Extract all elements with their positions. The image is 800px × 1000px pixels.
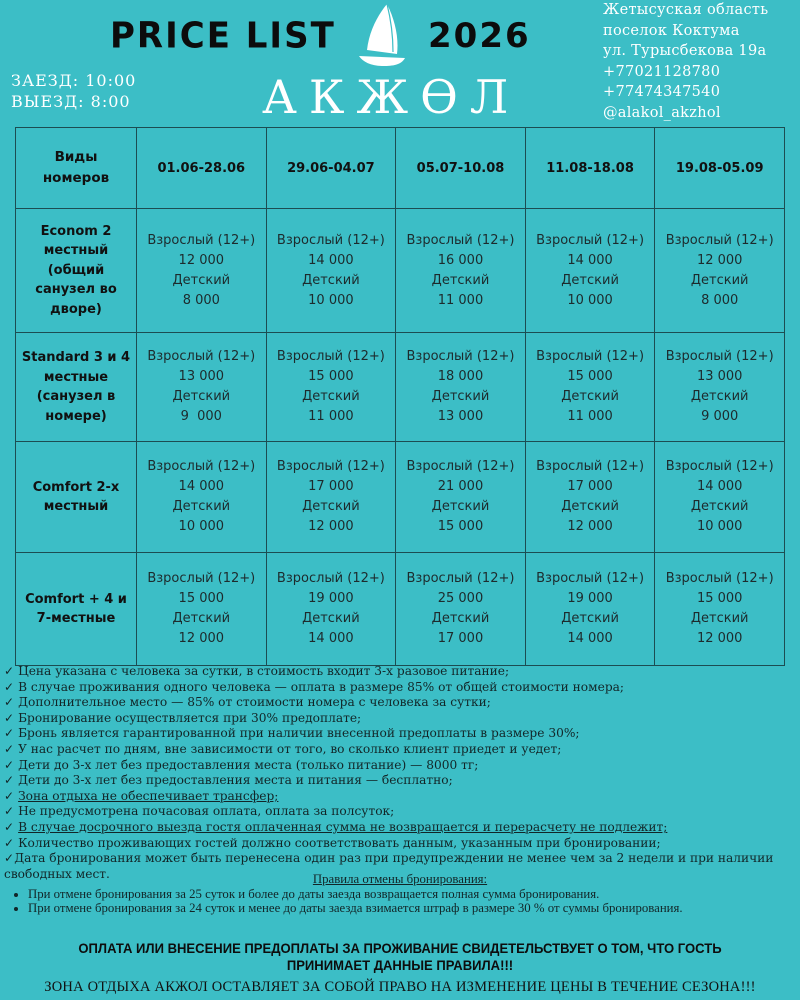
contacts [603, 0, 768, 123]
adult-label: Взрослый (12+) [665, 232, 774, 248]
child-price: 8 000 [182, 292, 220, 308]
checkin-checkout [11, 70, 136, 112]
adult-price: 15 000 [567, 369, 613, 384]
contact-phone-2[interactable]: +77474347540 [603, 84, 721, 100]
rule-item: ✓ Цена указана с человека за сутки, в стоимость входит 3-х разовое питание; [4, 664, 510, 678]
rule-item: ✓ В случае проживания одного человека — оплата в размере 85% от общей стоимости номера; [4, 679, 624, 694]
header-period: 29.06-04.07 [266, 128, 396, 209]
room-type: Comfort + 4 и 7-местные [16, 553, 137, 666]
logo-wordmark: АКЖӨЛ [262, 70, 521, 124]
child-price: 12 000 [308, 519, 354, 534]
cancellation-item: • При отмене бронирования за 25 суток и более до даты заезда возвращается полная сумма бронирования. [28, 887, 790, 901]
rule-item: ✓Дата бронирования может быть перенесена один раз при предупреждении не менее чем за 2 недели и при наличии свободных мест. [4, 851, 774, 881]
adult-label: Взрослый (12+) [406, 349, 515, 364]
child-price: 12 000 [696, 631, 743, 646]
child-label: Детский [690, 272, 749, 288]
child-label: Детский [172, 389, 231, 404]
price-cell [525, 333, 655, 442]
child-label: Детский [690, 611, 749, 626]
child-label: Детский [561, 389, 619, 404]
child-price: 9 000 [701, 409, 739, 424]
child-label: Детский [172, 611, 231, 626]
adult-price: 14 000 [178, 479, 225, 494]
adult-price: 12 000 [178, 252, 225, 268]
header [0, 0, 800, 125]
price-cell [655, 442, 785, 553]
child-label: Детский [561, 611, 619, 626]
child-label: Детский [431, 272, 490, 288]
adult-label: Взрослый (12+) [406, 232, 515, 248]
header-period: 01.06-28.06 [137, 128, 267, 209]
rule-item [4, 789, 794, 805]
child-label: Детский [431, 389, 490, 404]
child-price: 11 000 [567, 409, 613, 424]
rule-item: ✓ Дети до 3-х лет без предоставления места (только питание) — 8000 тг; [4, 757, 479, 772]
child-price: 13 000 [437, 409, 484, 424]
adult-price: 19 000 [567, 591, 613, 606]
cancellation-rules [10, 872, 790, 915]
adult-label: Взрослый (12+) [536, 571, 645, 586]
price-cell [655, 209, 785, 333]
child-label: Детский [431, 499, 490, 514]
adult-label: Взрослый (12+) [536, 459, 645, 474]
rules-list [4, 664, 794, 882]
price-cell [137, 333, 267, 442]
child-price: 15 000 [437, 519, 484, 534]
child-price: 10 000 [178, 519, 225, 534]
child-label: Детский [172, 499, 231, 514]
rule-item: ✓ Дополнительное место — 85% от стоимости номера с человека за сутки; [4, 695, 491, 710]
rule-item: ✓ Не предусмотрена почасовая оплата, оплата за полсуток; [4, 804, 395, 819]
payment-notice: ОПЛАТА ИЛИ ВНЕСЕНИЕ ПРЕДОПЛАТЫ ЗА ПРОЖИВАНИЕ СВИДЕТЕЛЬСТВУЕТ О ТОМ, ЧТО ГОСТЬ ПРИНИМАЕТ ДАННЫЕ ПРАВИЛА!!! [78, 941, 722, 973]
contact-region: Жетысуская область [603, 2, 769, 18]
adult-price: 17 000 [308, 479, 354, 494]
adult-label: Взрослый (12+) [276, 349, 385, 364]
price-cell [266, 209, 396, 333]
cancellation-item: • При отмене бронирования за 24 суток и менее до даты заезда взимается штраф в размере 30 % от суммы бронирования. [28, 901, 790, 915]
header-period: 05.07-10.08 [396, 128, 526, 209]
child-label: Детский [431, 611, 490, 626]
price-cell [137, 209, 267, 333]
adult-price: 15 000 [696, 591, 743, 606]
adult-price: 14 000 [308, 252, 354, 268]
adult-price: 15 000 [178, 591, 225, 606]
adult-price: 12 000 [696, 252, 743, 268]
child-price: 12 000 [178, 631, 225, 646]
title-price-list: PRICE LIST [110, 15, 336, 57]
adult-label: Взрослый (12+) [406, 571, 515, 586]
header-period: 19.08-05.09 [655, 128, 785, 209]
rule-item: ✓ Дети до 3-х лет без предоставления места и питания — бесплатно; [4, 773, 453, 788]
adult-price: 19 000 [308, 591, 354, 606]
checkout-time: ВЫЕЗД: 8:00 [11, 92, 131, 111]
adult-price: 14 000 [696, 479, 743, 494]
child-price: 10 000 [696, 519, 743, 534]
cancellation-title: Правила отмены бронирования: [312, 872, 488, 886]
price-change-notice: ЗОНА ОТДЫХА АКЖОЛ ОСТАВЛЯЕТ ЗА СОБОЙ ПРАВО НА ИЗМЕНЕНИЕ ЦЕНЫ В ТЕЧЕНИЕ СЕЗОНА!!! [44, 979, 756, 995]
adult-label: Взрослый (12+) [147, 459, 256, 474]
child-price: 8 000 [701, 292, 739, 308]
rule-item: ✓ Количество проживающих гостей должно соответствовать данным, указанным при бронировании; [4, 835, 661, 850]
child-price: 10 000 [308, 292, 354, 308]
adult-price: 21 000 [437, 479, 484, 494]
rule-text-underlined: Зона отдыха не обеспечивает трансфер; [18, 788, 279, 803]
adult-label: Взрослый (12+) [147, 349, 256, 364]
adult-label: Взрослый (12+) [276, 459, 385, 474]
price-cell [396, 442, 526, 553]
price-cell [655, 553, 785, 666]
adult-price: 14 000 [567, 252, 613, 268]
room-type: Comfort 2-х местный [16, 442, 137, 553]
table-header-row [16, 128, 785, 209]
adult-price: 13 000 [178, 369, 225, 384]
child-price: 10 000 [567, 292, 613, 308]
adult-label: Взрослый (12+) [147, 232, 256, 248]
child-price: 17 000 [437, 631, 484, 646]
price-cell [525, 553, 655, 666]
adult-label: Взрослый (12+) [147, 571, 256, 586]
adult-label: Взрослый (12+) [536, 232, 645, 248]
table-row [16, 442, 785, 553]
price-cell [137, 553, 267, 666]
header-room-types-line2: номеров [42, 170, 110, 186]
price-cell [396, 553, 526, 666]
price-cell [396, 209, 526, 333]
contact-instagram[interactable]: @alakol_akzhol [603, 104, 721, 121]
child-label: Детский [690, 499, 749, 514]
price-cell [655, 333, 785, 442]
child-label: Детский [172, 272, 231, 288]
child-label: Детский [561, 272, 619, 288]
adult-label: Взрослый (12+) [665, 349, 774, 364]
sailboat-icon [357, 2, 407, 68]
adult-price: 17 000 [567, 479, 613, 494]
adult-label: Взрослый (12+) [406, 459, 515, 474]
title-year: 2026 [428, 16, 531, 56]
contact-street: ул. Турысбекова 19а [603, 43, 767, 59]
table-row [16, 333, 785, 442]
adult-label: Взрослый (12+) [665, 571, 774, 586]
rule-item [4, 820, 794, 836]
adult-price: 25 000 [437, 591, 484, 606]
adult-label: Взрослый (12+) [276, 232, 385, 248]
cancellation-list [10, 887, 790, 915]
price-table [15, 127, 785, 666]
room-type: Standard 3 и 4 местные (санузел в номере) [16, 333, 137, 442]
adult-label: Взрослый (12+) [665, 459, 774, 474]
rule-item: ✓ У нас расчет по дням, вне зависимости от того, во сколько клиент приедет и уедет; [4, 741, 562, 756]
child-label: Детский [302, 499, 360, 514]
child-label: Детский [690, 389, 749, 404]
price-cell [266, 553, 396, 666]
adult-price: 13 000 [696, 369, 743, 384]
child-price: 9 000 [180, 409, 222, 424]
checkin-time: ЗАЕЗД: 10:00 [11, 71, 137, 90]
price-cell [525, 209, 655, 333]
header-room-types [16, 128, 137, 209]
header-room-types-line1: Виды [54, 149, 98, 165]
child-label: Детский [302, 611, 360, 626]
rule-text-underlined: В случае досрочного выезда гостя оплаченная сумма не возвращается и перерасчету не подлежит; [18, 819, 668, 834]
price-cell [137, 442, 267, 553]
child-price: 11 000 [437, 292, 484, 308]
adult-price: 16 000 [437, 252, 484, 268]
room-type: Econom 2 местный (общий санузел во дворе) [16, 209, 137, 333]
price-cell [266, 442, 396, 553]
contact-phone-1[interactable]: +77021128780 [603, 63, 721, 80]
check-icon: ✓ [4, 819, 19, 834]
adult-price: 18 000 [437, 369, 484, 384]
child-label: Детский [561, 499, 619, 514]
child-price: 11 000 [308, 409, 354, 424]
child-price: 14 000 [308, 631, 354, 646]
child-label: Детский [302, 389, 360, 404]
price-cell [525, 442, 655, 553]
rule-item: ✓ Бронирование осуществляется при 30% предоплате; [4, 710, 362, 725]
table-row [16, 209, 785, 333]
child-label: Детский [302, 272, 360, 288]
price-cell [396, 333, 526, 442]
adult-price: 15 000 [308, 369, 354, 384]
adult-label: Взрослый (12+) [536, 349, 645, 364]
contact-village: поселок Коктума [603, 22, 740, 39]
child-price: 12 000 [567, 519, 613, 534]
table-row [16, 553, 785, 666]
check-icon: ✓ [4, 788, 19, 803]
rule-item: ✓ Бронь является гарантированной при наличии внесенной предоплаты в размере 30%; [4, 726, 580, 741]
adult-label: Взрослый (12+) [276, 571, 385, 586]
header-period: 11.08-18.08 [525, 128, 655, 209]
price-cell [266, 333, 396, 442]
child-price: 14 000 [567, 631, 613, 646]
